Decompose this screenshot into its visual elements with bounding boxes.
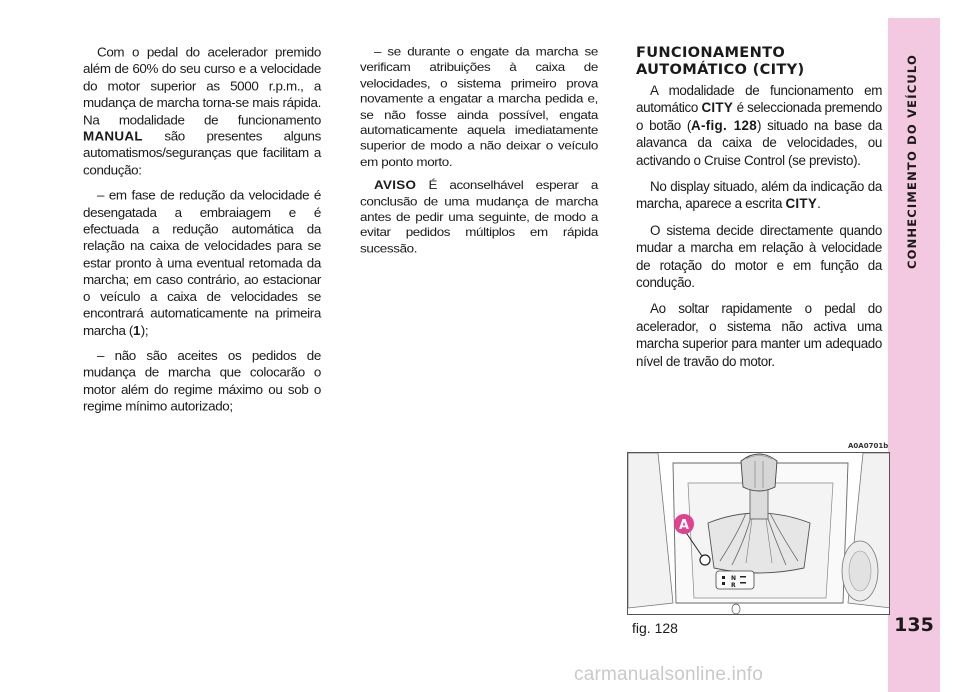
section-title — [892, 32, 932, 292]
city-button-icon — [700, 555, 710, 565]
figure-reference: A-fig. 128 — [691, 117, 757, 133]
paragraph: A modalidade de funcionamento em automático CITY é seleccionada premendo o botão (A-fig. 128) situado na base da alavanca da caixa de velocidades, ou activando o Cruise Control (se previsto). — [636, 83, 882, 168]
paragraph: Ao soltar rapidamente o pedal do acelerador, o sistema não activa uma marcha superior para manter um adequado nível de travão do motor. — [636, 301, 882, 369]
svg-text:N: N — [731, 575, 737, 582]
page-number: 135 — [894, 614, 934, 636]
mode-city-label: CITY — [701, 100, 734, 116]
section-heading: FUNCIONAMENTO AUTOMÁTICO (CITY) — [636, 44, 805, 78]
figure-caption: fig. 128 — [632, 620, 678, 636]
svg-text:R: R — [731, 582, 736, 589]
gear-lever-figure — [627, 452, 890, 615]
gear-number: 1 — [133, 322, 141, 338]
mode-manual-label: MANUAL — [83, 129, 143, 144]
gear-lever-illustration — [628, 453, 890, 615]
section-title-text: CONHECIMENTO DO VEÍCULO — [905, 54, 919, 270]
paragraph: Com o pedal do acelerador premido além de 60% do seu curso e a velocidade do motor superior as 5000 r.p.m., a mudança de marcha torna-se mais rápida. Na modalidade de funcionamento MANUAL são presentes alguns automatismos/seguranças que facilitam a condução: — [83, 44, 321, 178]
text-column-1 — [83, 44, 321, 424]
warning-label: AVISO — [374, 178, 417, 193]
paragraph: – em fase de redução da velocidade é desengatada a embraiagem e é efectuada a redução automática da relação na caixa de velocidades para se estar pronto à uma eventual retomada da marcha; em caso contrário, ao estacionar o veículo a caixa de velocidades se encontrará automaticamente na primeira marcha (1); — [83, 188, 321, 338]
text-column-3 — [636, 44, 882, 379]
paragraph: No display situado, além da indicação da marcha, aparece a escrita CITY. — [636, 179, 882, 212]
warning-paragraph: AVISO É aconselhável esperar a conclusão de uma mudança de marcha antes de pedir uma seguinte, de modo a evitar pedidos múltiplos em rápida sucessão. — [360, 178, 598, 255]
text-column-2 — [360, 44, 598, 264]
paragraph: O sistema decide directamente quando mudar a marcha em relação à velocidade de rotação do motor e em função da condução. — [636, 222, 882, 291]
watermark: carmanualsonline.info — [574, 664, 764, 685]
svg-text:A: A — [678, 518, 690, 533]
paragraph: – não são aceites os pedidos de mudança de marcha que colocarão o motor além do regime máximo ou sob o regime mínimo autorizado; — [83, 348, 321, 414]
display-city-label: CITY — [785, 196, 818, 212]
figure-code: A0A0701b — [848, 442, 889, 450]
paragraph: – se durante o engate da marcha se verificam atribuições à caixa de velocidades, o sistema primeiro prova novamente a engatar a marcha pedida e, se não fosse ainda possível, engata automaticamente aquela imediatamente superior de modo a não deixar o veículo em ponto morto. — [360, 44, 598, 169]
